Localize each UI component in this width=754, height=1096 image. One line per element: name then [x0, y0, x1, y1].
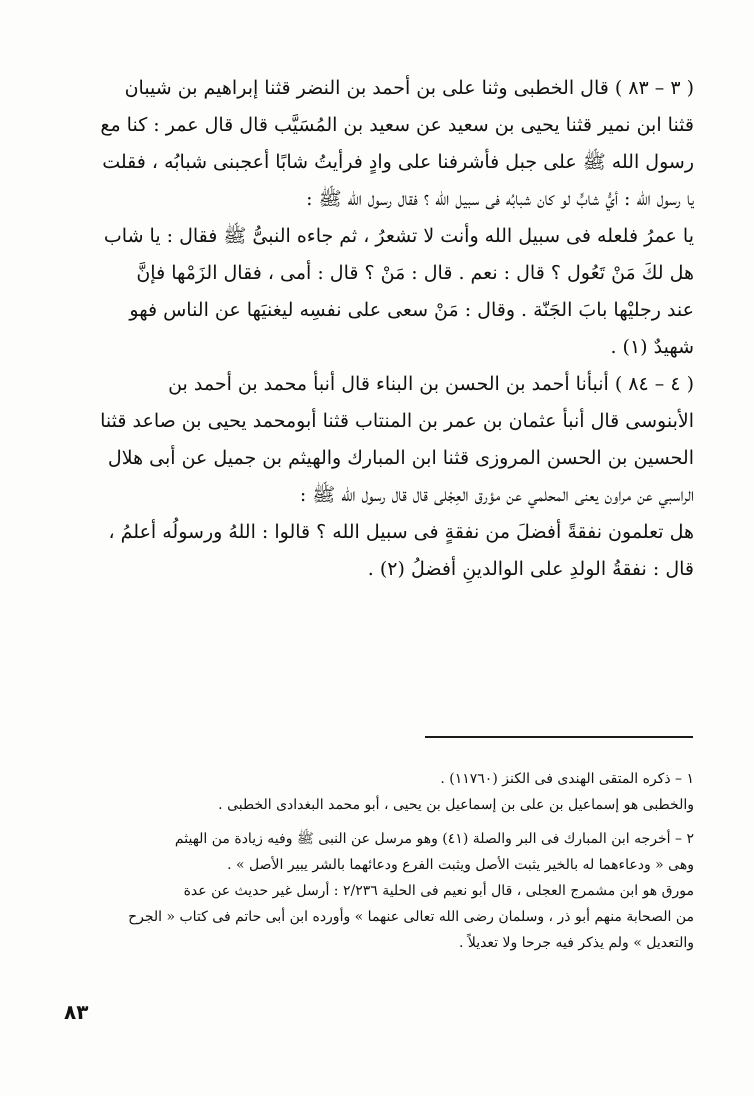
text-line: شهيدٌ (١) .	[610, 336, 694, 358]
footnote-line: والخطبى هو إسماعيل بن على بن إسماعيل بن يحيى ، أبو محمد البغدادى الخطبى .	[218, 797, 694, 813]
hadith-84-paragraph	[62, 366, 694, 588]
footnote-line: ١ – ذكره المتقى الهندى فى الكنز (١١٧٦٠) .	[440, 771, 694, 787]
text-line: يا عمرُ فلعله فى سبيل الله وأنت لا تشعرُ ، ثم جاءه النبىُّ ﷺ فقال : يا شاب	[103, 225, 694, 247]
text-line: الأبنوسى قال أنبأ عثمان بن عمر بن المنتاب قثنا أبومحمد يحيى بن صاعد قثنا	[100, 410, 694, 432]
hadith-83-paragraph	[62, 70, 694, 366]
page-number: ٨٣	[64, 1000, 89, 1024]
footnote-divider	[425, 736, 693, 738]
text-line: ( ٤ – ٨٤ ) أنبأنا أحمد بن الحسن بن البناء قال أنبأ محمد بن أحمد بن	[168, 373, 694, 395]
text-line: قال : نفقةُ الولدِ على الوالدينِ أفضلُ (٢) .	[367, 558, 694, 580]
footnote-line: ٢ – أخرجه ابن المبارك فى البر والصلة (٤١) وهو مرسل عن النبى ﷺ وفيه زيادة من الهيثم	[174, 831, 694, 847]
text-line: رسول الله ﷺ على جبل فأشرفنا على وادٍ فرأيتُ شابًا أعجبنى شبابُه ، فقلت	[102, 151, 694, 173]
text-line: عند رجليْها بابَ الجَنّة . وقال : مَنْ سعى على نفسِه ليغنيَها عن الناس فهو	[129, 299, 694, 321]
text-line: يا رسول الله : أيُّ شابٍّ لو كان شبابُه فى سبيل الله ؟ فقال رسول الله ﷺ :	[306, 188, 694, 210]
footnote-line: والتعديل » ولم يذكر فيه جرحا ولا تعديلاً .	[458, 935, 694, 951]
text-line: الحسين بن الحسن المروزى قثنا ابن المبارك والهيثم بن جميل عن أبى هلال	[107, 447, 694, 469]
text-line: الراسبي عن مراون يعنى المحلمي عن مؤرق العِجْلى قال قال رسول الله ﷺ :	[299, 484, 694, 506]
footnotes	[66, 766, 694, 956]
text-line: ( ٣ – ٨٣ ) قال الخطبى وثنا على بن أحمد بن النضر قثنا إبراهيم بن شيبان	[124, 77, 694, 99]
text-line: هل لكَ مَنْ تَعُول ؟ قال : نعم . قال : مَنْ ؟ قال : أمى ، فقال الزَمْها فإنَّ	[136, 262, 694, 284]
footnote-line: من الصحابة منهم أبو ذر ، وسلمان رضى الله تعالى عنهما » وأورده ابن أبى حاتم فى كتاب « الجرح	[128, 909, 694, 925]
footnote-line: وهى « ودعاءهما له بالخير يثبت الأصل ويثبت الفرع ودعائهما بالشر يبير الأصل » .	[227, 857, 694, 873]
text-line: هل تعلمون نفقةً أفضلَ من نفقةٍ فى سبيل الله ؟ قالوا : اللهُ ورسولُه أعلمُ ،	[108, 521, 694, 543]
footnote-line: مورق هو ابن مشمرج العجلى ، قال أبو نعيم فى الحلية ٢/٢٣٦ : أرسل غير حديث عن عدة	[183, 883, 694, 899]
text-line: قثنا ابن نمير قثنا يحيى بن سعيد عن سعيد بن المُسَيَّب قال قال عمر : كنا مع	[100, 114, 694, 136]
